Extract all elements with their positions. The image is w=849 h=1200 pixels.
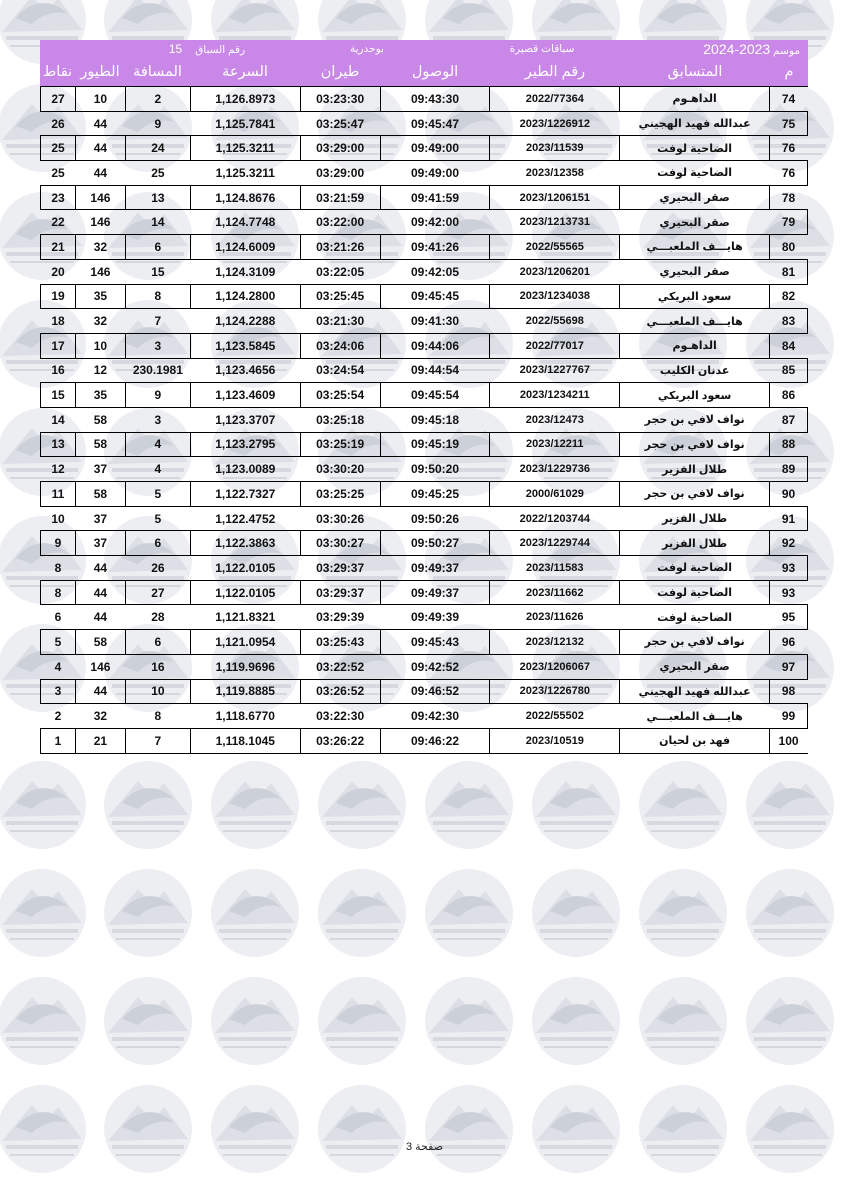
cell-distance: 25 — [125, 161, 190, 186]
table-row — [41, 605, 808, 630]
cell-rank: 100 — [770, 728, 808, 753]
cell-name: الضاحية لوفت — [620, 580, 770, 605]
cell-arrival: 09:44:06 — [380, 333, 490, 358]
cell-flight: 03:24:06 — [300, 333, 380, 358]
table-row — [41, 432, 808, 457]
cell-rank: 83 — [770, 309, 808, 334]
cell-distance: 3 — [125, 333, 190, 358]
cell-arrival: 09:45:54 — [380, 383, 490, 408]
season-years: 2023-2024 — [703, 41, 771, 57]
cell-speed: 1,125.3211 — [190, 136, 300, 161]
table-row — [41, 309, 808, 334]
cell-birds: 44 — [75, 136, 125, 161]
cell-birds: 37 — [75, 531, 125, 556]
table-row — [41, 111, 808, 136]
season-label: موسم — [773, 45, 800, 57]
cell-birds: 44 — [75, 580, 125, 605]
cell-birds: 44 — [75, 161, 125, 186]
cell-name: الضاحية لوفت — [620, 605, 770, 630]
table-row — [41, 333, 808, 358]
cell-flight: 03:25:25 — [300, 482, 380, 507]
cell-points: 6 — [41, 605, 76, 630]
cell-flight: 03:22:05 — [300, 259, 380, 284]
cell-ring: 2023/10519 — [490, 728, 620, 753]
cell-points: 27 — [41, 87, 76, 112]
cell-rank: 76 — [770, 161, 808, 186]
cell-name: الضاحية لوفت — [620, 556, 770, 581]
cell-ring: 2023/12473 — [490, 407, 620, 432]
cell-birds: 21 — [75, 728, 125, 753]
cell-points: 25 — [41, 136, 76, 161]
cell-rank: 86 — [770, 383, 808, 408]
cell-speed: 1,118.6770 — [190, 704, 300, 729]
cell-distance: 27 — [125, 580, 190, 605]
table-row — [41, 185, 808, 210]
cell-arrival: 09:46:22 — [380, 728, 490, 753]
table-row — [41, 284, 808, 309]
cell-ring: 2023/12211 — [490, 432, 620, 457]
cell-speed: 1,123.4609 — [190, 383, 300, 408]
cell-ring: 2023/11539 — [490, 136, 620, 161]
table-row — [41, 161, 808, 186]
cell-distance: 2 — [125, 87, 190, 112]
cell-points: 17 — [41, 333, 76, 358]
results-sheet — [40, 40, 808, 754]
cell-arrival: 09:49:37 — [380, 580, 490, 605]
table-row — [41, 235, 808, 260]
cell-flight: 03:22:30 — [300, 704, 380, 729]
col-birds: الطيور — [80, 64, 120, 80]
cell-flight: 03:22:00 — [300, 210, 380, 235]
cell-ring: 2023/1206201 — [490, 259, 620, 284]
cell-flight: 03:26:52 — [300, 679, 380, 704]
cell-arrival: 09:49:37 — [380, 556, 490, 581]
cell-flight: 03:30:20 — [300, 457, 380, 482]
cell-birds: 146 — [75, 210, 125, 235]
cell-rank: 75 — [770, 111, 808, 136]
cell-points: 2 — [41, 704, 76, 729]
cell-flight: 03:25:54 — [300, 383, 380, 408]
cell-points: 8 — [41, 580, 76, 605]
cell-distance: 4 — [125, 457, 190, 482]
col-speed: السرعة — [222, 64, 268, 80]
cell-ring: 2022/55565 — [490, 235, 620, 260]
cell-name: نواف لافي بن حجر — [620, 407, 770, 432]
cell-arrival: 09:42:05 — [380, 259, 490, 284]
cell-distance: 4 — [125, 432, 190, 457]
cell-points: 11 — [41, 482, 76, 507]
cell-flight: 03:30:27 — [300, 531, 380, 556]
cell-points: 25 — [41, 161, 76, 186]
table-row — [41, 482, 808, 507]
cell-rank: 88 — [770, 432, 808, 457]
cell-speed: 1,124.6009 — [190, 235, 300, 260]
table-row — [41, 531, 808, 556]
cell-birds: 146 — [75, 259, 125, 284]
col-name: المتسابق — [667, 64, 723, 80]
table-header — [40, 40, 808, 86]
cell-points: 13 — [41, 432, 76, 457]
cell-distance: 9 — [125, 111, 190, 136]
table-row — [41, 654, 808, 679]
results-table — [40, 86, 808, 754]
race-number: 15 — [168, 42, 183, 56]
cell-flight: 03:29:00 — [300, 136, 380, 161]
cell-ring: 2023/12358 — [490, 161, 620, 186]
cell-rank: 90 — [770, 482, 808, 507]
column-headers — [40, 58, 808, 86]
cell-birds: 58 — [75, 482, 125, 507]
cell-rank: 84 — [770, 333, 808, 358]
cell-flight: 03:29:39 — [300, 605, 380, 630]
cell-name: سعود البريكي — [620, 284, 770, 309]
cell-rank: 74 — [770, 87, 808, 112]
cell-ring: 2023/1226912 — [490, 111, 620, 136]
cell-points: 8 — [41, 556, 76, 581]
cell-speed: 1,123.2795 — [190, 432, 300, 457]
cell-birds: 146 — [75, 185, 125, 210]
cell-points: 9 — [41, 531, 76, 556]
col-arrival: الوصول — [411, 64, 459, 80]
cell-arrival: 09:44:54 — [380, 358, 490, 383]
cell-points: 12 — [41, 457, 76, 482]
page-number: صفحة 3 — [405, 1141, 444, 1153]
loft-name: بوحدرية — [350, 43, 384, 55]
cell-flight: 03:29:37 — [300, 556, 380, 581]
cell-speed: 1,123.5845 — [190, 333, 300, 358]
cell-speed: 1,122.0105 — [190, 556, 300, 581]
table-row — [41, 259, 808, 284]
cell-ring: 2023/1229744 — [490, 531, 620, 556]
cell-arrival: 09:45:47 — [380, 111, 490, 136]
cell-speed: 1,122.0105 — [190, 580, 300, 605]
cell-name: هايـــف الملعبـــي — [620, 235, 770, 260]
cell-points: 14 — [41, 407, 76, 432]
cell-rank: 81 — [770, 259, 808, 284]
cell-arrival: 09:50:26 — [380, 506, 490, 531]
cell-arrival: 09:41:59 — [380, 185, 490, 210]
table-row — [41, 407, 808, 432]
cell-birds: 146 — [75, 654, 125, 679]
cell-name: نواف لافي بن حجر — [620, 630, 770, 655]
table-row — [41, 728, 808, 753]
cell-arrival: 09:49:00 — [380, 136, 490, 161]
table-row — [41, 87, 808, 112]
cell-points: 20 — [41, 259, 76, 284]
cell-name: الضاحية لوفت — [620, 161, 770, 186]
cell-name: صقر البحيري — [620, 259, 770, 284]
cell-flight: 03:25:45 — [300, 284, 380, 309]
cell-birds: 32 — [75, 235, 125, 260]
cell-name: طلال الفزير — [620, 531, 770, 556]
col-flight: طيران — [320, 64, 360, 80]
cell-distance: 6 — [125, 630, 190, 655]
cell-flight: 03:25:43 — [300, 630, 380, 655]
cell-rank: 96 — [770, 630, 808, 655]
cell-distance: 10 — [125, 679, 190, 704]
cell-ring: 2023/1234211 — [490, 383, 620, 408]
cell-speed: 1,124.2288 — [190, 309, 300, 334]
cell-distance: 9 — [125, 383, 190, 408]
cell-name: هايـــف الملعبـــي — [620, 704, 770, 729]
cell-ring: 2023/1206151 — [490, 185, 620, 210]
cell-birds: 35 — [75, 383, 125, 408]
cell-name: طلال الفزير — [620, 506, 770, 531]
cell-distance: 6 — [125, 531, 190, 556]
cell-birds: 58 — [75, 432, 125, 457]
cell-rank: 93 — [770, 580, 808, 605]
header-info-row — [40, 40, 808, 58]
cell-speed: 1,124.8676 — [190, 185, 300, 210]
cell-speed: 1,124.2800 — [190, 284, 300, 309]
cell-points: 4 — [41, 654, 76, 679]
cell-speed: 1,122.3863 — [190, 531, 300, 556]
cell-distance: 3 — [125, 407, 190, 432]
cell-rank: 89 — [770, 457, 808, 482]
cell-points: 1 — [41, 728, 76, 753]
cell-ring: 2023/12132 — [490, 630, 620, 655]
cell-name: طلال الفزير — [620, 457, 770, 482]
cell-points: 3 — [41, 679, 76, 704]
cell-name: عبدالله فهيد الهجيني — [620, 679, 770, 704]
cell-rank: 91 — [770, 506, 808, 531]
cell-arrival: 09:42:00 — [380, 210, 490, 235]
cell-ring: 2023/11662 — [490, 580, 620, 605]
cell-ring: 2023/11583 — [490, 556, 620, 581]
table-row — [41, 556, 808, 581]
cell-arrival: 09:49:00 — [380, 161, 490, 186]
cell-points: 23 — [41, 185, 76, 210]
cell-speed: 1,125.3211 — [190, 161, 300, 186]
table-row — [41, 630, 808, 655]
cell-distance: 230.1981 — [125, 358, 190, 383]
cell-rank: 93 — [770, 556, 808, 581]
cell-ring: 2022/55698 — [490, 309, 620, 334]
races-type: سباقات قصيرة — [509, 43, 575, 55]
cell-arrival: 09:43:30 — [380, 87, 490, 112]
cell-name: عدنان الكليب — [620, 358, 770, 383]
cell-arrival: 09:45:45 — [380, 284, 490, 309]
cell-flight: 03:21:30 — [300, 309, 380, 334]
cell-arrival: 09:42:30 — [380, 704, 490, 729]
table-row — [41, 704, 808, 729]
cell-flight: 03:29:37 — [300, 580, 380, 605]
cell-flight: 03:25:47 — [300, 111, 380, 136]
table-row — [41, 136, 808, 161]
cell-speed: 1,119.9696 — [190, 654, 300, 679]
results-body — [41, 87, 808, 754]
cell-points: 5 — [41, 630, 76, 655]
cell-arrival: 09:45:25 — [380, 482, 490, 507]
cell-distance: 6 — [125, 235, 190, 260]
cell-speed: 1,121.8321 — [190, 605, 300, 630]
table-row — [41, 580, 808, 605]
cell-name: الداهـوم — [620, 87, 770, 112]
cell-arrival: 09:45:43 — [380, 630, 490, 655]
cell-ring: 2023/1226780 — [490, 679, 620, 704]
cell-rank: 85 — [770, 358, 808, 383]
cell-birds: 32 — [75, 704, 125, 729]
cell-flight: 03:21:59 — [300, 185, 380, 210]
cell-name: صقر البحيري — [620, 210, 770, 235]
cell-points: 26 — [41, 111, 76, 136]
cell-distance: 16 — [125, 654, 190, 679]
cell-speed: 1,119.8885 — [190, 679, 300, 704]
cell-name: نواف لافي بن حجر — [620, 482, 770, 507]
cell-birds: 44 — [75, 605, 125, 630]
cell-name: صقر البحيري — [620, 654, 770, 679]
table-row — [41, 358, 808, 383]
cell-ring: 2023/1227767 — [490, 358, 620, 383]
cell-speed: 1,124.3109 — [190, 259, 300, 284]
cell-speed: 1,122.7327 — [190, 482, 300, 507]
cell-rank: 82 — [770, 284, 808, 309]
cell-arrival: 09:45:19 — [380, 432, 490, 457]
cell-birds: 44 — [75, 556, 125, 581]
cell-distance: 8 — [125, 284, 190, 309]
cell-flight: 03:25:19 — [300, 432, 380, 457]
cell-birds: 10 — [75, 333, 125, 358]
cell-rank: 92 — [770, 531, 808, 556]
cell-ring: 2022/77364 — [490, 87, 620, 112]
cell-name: هايـــف الملعبـــي — [620, 309, 770, 334]
cell-name: سعود البريكي — [620, 383, 770, 408]
cell-speed: 1,123.3707 — [190, 407, 300, 432]
cell-birds: 37 — [75, 457, 125, 482]
cell-ring: 2022/1203744 — [490, 506, 620, 531]
cell-name: الداهـوم — [620, 333, 770, 358]
cell-rank: 97 — [770, 654, 808, 679]
cell-speed: 1,123.0089 — [190, 457, 300, 482]
cell-points: 16 — [41, 358, 76, 383]
cell-speed: 1,123.4656 — [190, 358, 300, 383]
cell-flight: 03:24:54 — [300, 358, 380, 383]
cell-points: 10 — [41, 506, 76, 531]
cell-distance: 5 — [125, 506, 190, 531]
cell-birds: 58 — [75, 630, 125, 655]
cell-birds: 44 — [75, 111, 125, 136]
cell-arrival: 09:49:39 — [380, 605, 490, 630]
cell-flight: 03:22:52 — [300, 654, 380, 679]
cell-flight: 03:30:26 — [300, 506, 380, 531]
cell-rank: 95 — [770, 605, 808, 630]
cell-arrival: 09:50:27 — [380, 531, 490, 556]
cell-name: الضاحية لوفت — [620, 136, 770, 161]
cell-distance: 26 — [125, 556, 190, 581]
cell-arrival: 09:45:18 — [380, 407, 490, 432]
cell-rank: 80 — [770, 235, 808, 260]
col-points: نقاط — [42, 64, 73, 80]
cell-distance: 28 — [125, 605, 190, 630]
cell-ring: 2023/1213731 — [490, 210, 620, 235]
table-row — [41, 457, 808, 482]
col-rank: م — [784, 64, 794, 80]
cell-ring: 2022/55502 — [490, 704, 620, 729]
cell-rank: 99 — [770, 704, 808, 729]
cell-speed: 1,121.0954 — [190, 630, 300, 655]
cell-distance: 13 — [125, 185, 190, 210]
cell-rank: 76 — [770, 136, 808, 161]
cell-birds: 10 — [75, 87, 125, 112]
cell-name: فهد بن لحيان — [620, 728, 770, 753]
cell-speed: 1,118.1045 — [190, 728, 300, 753]
cell-arrival: 09:42:52 — [380, 654, 490, 679]
cell-distance: 14 — [125, 210, 190, 235]
cell-distance: 24 — [125, 136, 190, 161]
cell-ring: 2023/1229736 — [490, 457, 620, 482]
cell-speed: 1,124.7748 — [190, 210, 300, 235]
race-number-info — [132, 42, 282, 56]
cell-arrival: 09:41:26 — [380, 235, 490, 260]
cell-ring: 2023/11626 — [490, 605, 620, 630]
cell-flight: 03:21:26 — [300, 235, 380, 260]
cell-speed: 1,126.8973 — [190, 87, 300, 112]
cell-rank: 87 — [770, 407, 808, 432]
cell-birds: 58 — [75, 407, 125, 432]
race-number-label: رقم السباق — [195, 44, 246, 56]
cell-name: صقر البحيري — [620, 185, 770, 210]
cell-flight: 03:26:22 — [300, 728, 380, 753]
cell-points: 21 — [41, 235, 76, 260]
cell-rank: 78 — [770, 185, 808, 210]
cell-name: عبدالله فهيد الهجيني — [620, 111, 770, 136]
cell-points: 19 — [41, 284, 76, 309]
cell-points: 15 — [41, 383, 76, 408]
cell-ring: 2022/77017 — [490, 333, 620, 358]
cell-rank: 98 — [770, 679, 808, 704]
cell-points: 22 — [41, 210, 76, 235]
cell-speed: 1,125.7841 — [190, 111, 300, 136]
cell-ring: 2023/1234038 — [490, 284, 620, 309]
col-ring: رقم الطير — [524, 64, 586, 80]
cell-ring: 2023/1206067 — [490, 654, 620, 679]
cell-flight: 03:23:30 — [300, 87, 380, 112]
table-row — [41, 210, 808, 235]
table-row — [41, 506, 808, 531]
cell-birds: 37 — [75, 506, 125, 531]
table-row — [41, 383, 808, 408]
cell-birds: 32 — [75, 309, 125, 334]
cell-flight: 03:29:00 — [300, 161, 380, 186]
season-info — [632, 41, 808, 57]
cell-points: 18 — [41, 309, 76, 334]
cell-distance: 15 — [125, 259, 190, 284]
cell-distance: 8 — [125, 704, 190, 729]
cell-distance: 7 — [125, 728, 190, 753]
cell-arrival: 09:46:52 — [380, 679, 490, 704]
cell-name: نواف لافي بن حجر — [620, 432, 770, 457]
cell-distance: 7 — [125, 309, 190, 334]
cell-birds: 12 — [75, 358, 125, 383]
cell-speed: 1,122.4752 — [190, 506, 300, 531]
cell-birds: 35 — [75, 284, 125, 309]
cell-arrival: 09:41:30 — [380, 309, 490, 334]
table-row — [41, 679, 808, 704]
cell-birds: 44 — [75, 679, 125, 704]
cell-rank: 79 — [770, 210, 808, 235]
cell-arrival: 09:50:20 — [380, 457, 490, 482]
cell-ring: 2000/61029 — [490, 482, 620, 507]
col-distance: المسافة — [133, 64, 182, 80]
cell-flight: 03:25:18 — [300, 407, 380, 432]
cell-distance: 5 — [125, 482, 190, 507]
